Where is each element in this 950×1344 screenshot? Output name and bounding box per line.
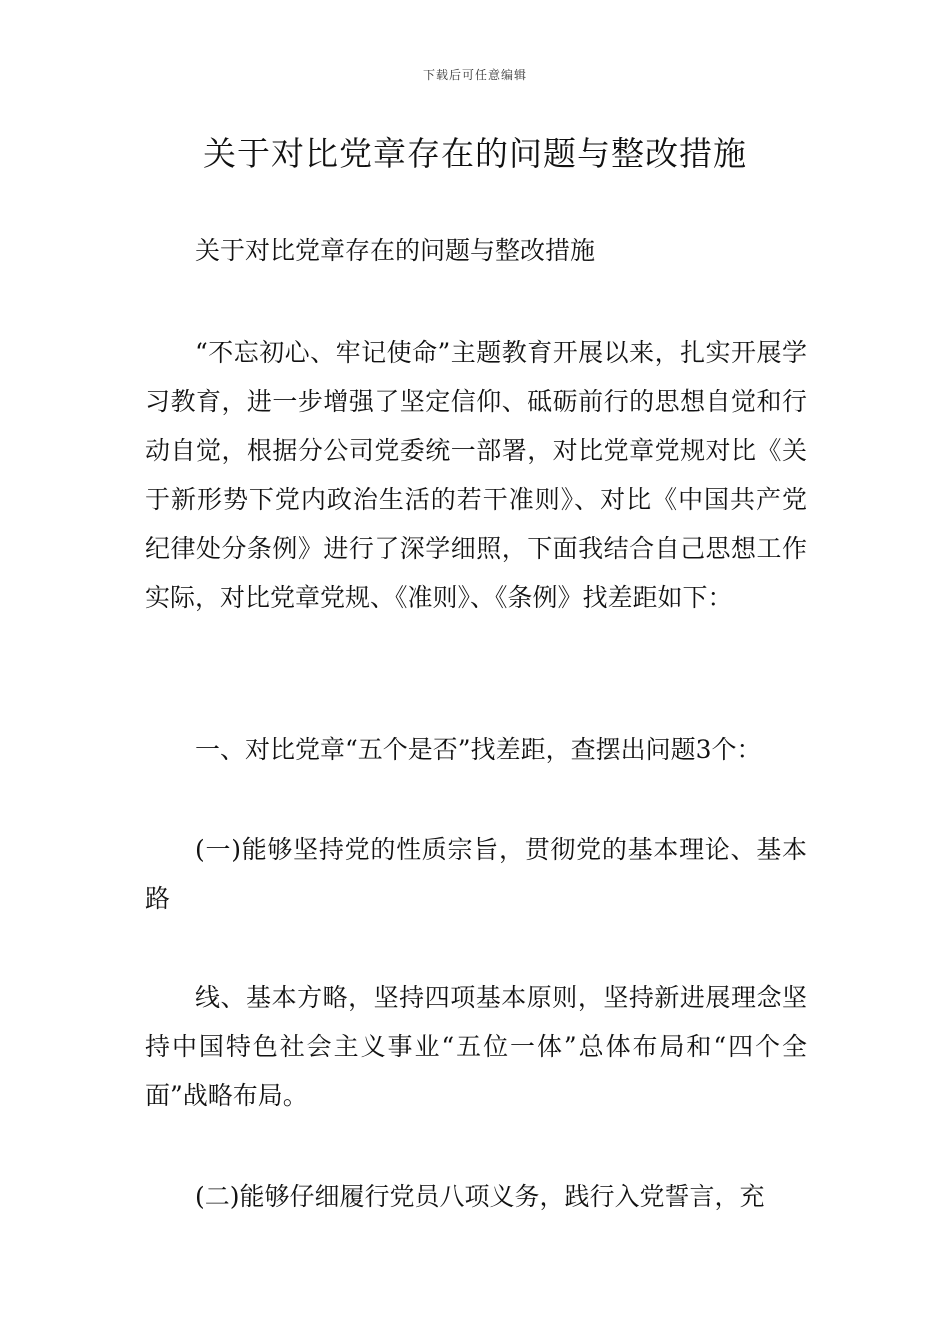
intro-paragraph: “不忘初心、牢记使命”主题教育开展以来，扎实开展学习教育，进一步增强了坚定信仰、砥砺前行的思想自觉和行动自觉，根据分公司党委统一部署，对比党章党规对比《关于新形势下党内政治生活的若干准则》、对比《中国共产党纪律处分条例》进行了深学细照，下面我结合自己思想工作实际，对比党章党规、《准则》、《条例》找差距如下： [145,338,807,612]
item1-block [145,825,807,923]
header-note: 下载后可任意编辑 [422,68,527,82]
intro-block [145,328,807,622]
section1-block [145,725,807,774]
item1-paragraph-part1: (一)能够坚持党的性质宗旨，贯彻党的基本理论、基本路 [145,835,807,913]
item2-block [145,1172,807,1221]
item2-paragraph-start: (二)能够仔细履行党员八项义务，践行入党誓言，充 [195,1182,765,1211]
section1-heading: 一、对比党章“五个是否”找差距，查摆出问题3个： [195,735,762,764]
document-title: 关于对比党章存在的问题与整改措施 [203,134,747,173]
item1b-block [145,973,807,1120]
item1-paragraph-part2: 线、基本方略，坚持四项基本原则，坚持新进展理念坚持中国特色社会主义事业“五位一体”总体布局和“四个全面”战略布局。 [145,983,807,1110]
document-subtitle: 关于对比党章存在的问题与整改措施 [195,236,596,265]
subtitle-block [145,226,807,275]
